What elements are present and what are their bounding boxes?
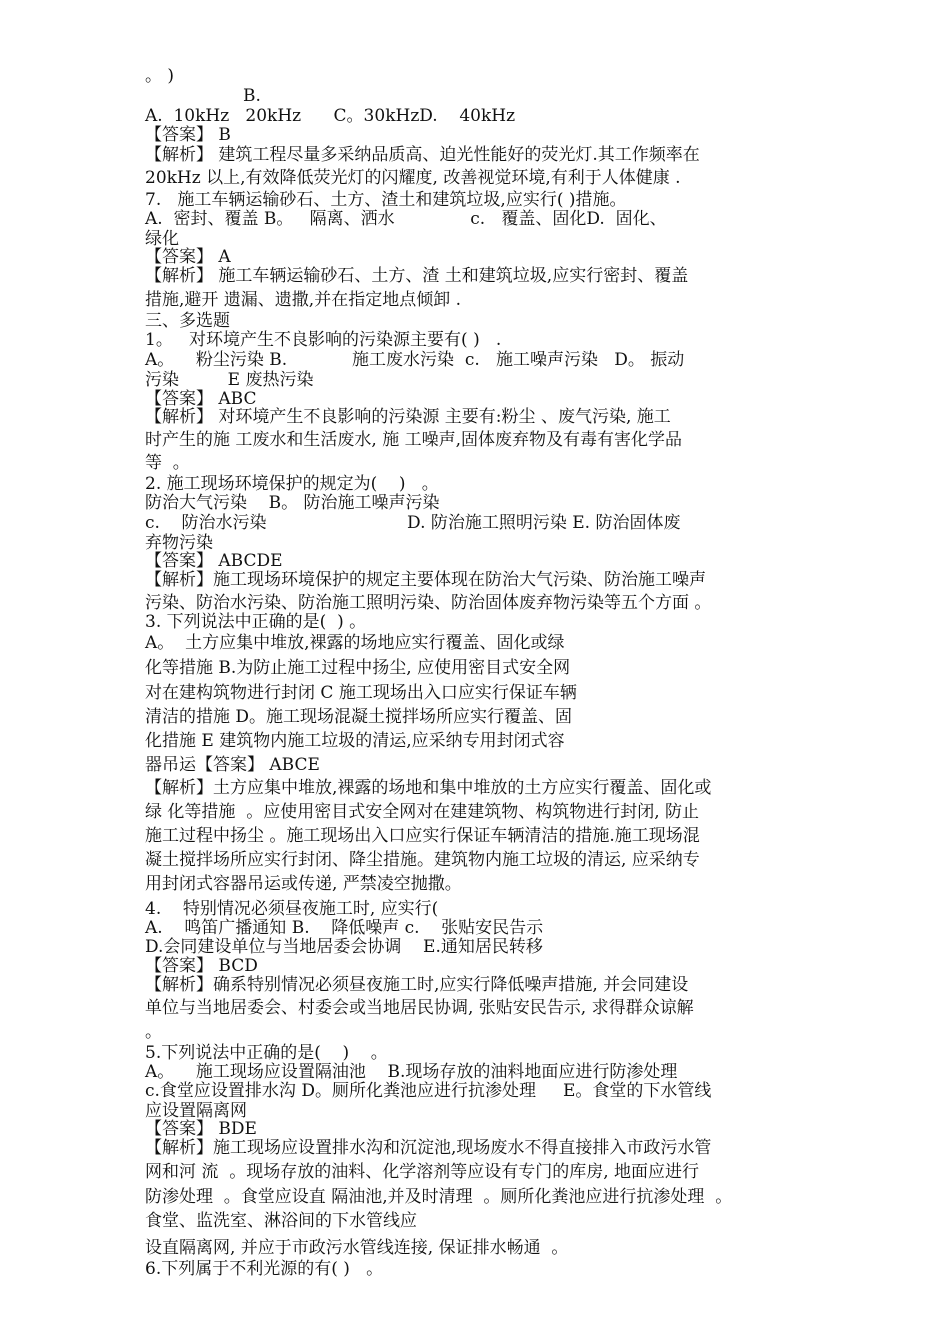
text-line: 【解析】确系特别情况必须昼夜施工时,应实行降低噪声措施, 并会同建设 [145,975,689,995]
text-line: 【答案】 ABC [145,389,257,409]
text-line: 【解析】 对环境产生不良影响的污染源 主要有:粉尘 、废气污染, 施工 [145,407,671,427]
text-line: A。 施工现场应设置隔油池 B.现场存放的油料地面应进行防渗处理 [145,1062,678,1082]
text-line: c.食堂应设置排水沟 D。厕所化粪池应进行抗渗处理 E。食堂的下水管线 [145,1081,712,1101]
text-line: A. 10kHz 20kHz C。30kHzD. 40kHz [145,106,516,126]
text-line: A. 鸣笛广播通知 B. 降低噪声 c. 张贴安民告示 [145,918,544,938]
text-line: 20kHz 以上,有效降低荧光灯的闪耀度, 改善视觉环境,有利于人体健康 . [145,168,681,188]
text-line: 清洁的措施 D。施工现场混凝土搅拌场所应实行覆盖、固 [145,707,573,727]
text-line: 7. 施工车辆运输砂石、土方、渣土和建筑垃圾,应实行( )措施。 [145,190,627,210]
text-line: 【答案】 B [145,125,231,145]
text-line: 化措施 E 建筑物内施工垃圾的清运,应采纳专用封闭式容 [145,731,565,751]
text-line: 3. 下列说法中正确的是( ) 。 [145,612,367,632]
text-line: B. [243,86,261,106]
text-line: 。 [145,1022,162,1042]
text-line: 【解析】 施工车辆运输砂石、土方、渣 土和建筑垃圾,应实行密封、覆盖 [145,266,689,286]
text-line: A. 密封、覆盖 B。 隔离、洒水 c. 覆盖、固化D. 固化、 [145,209,667,229]
text-line: 5.下列说法中正确的是( ) 。 [145,1043,388,1063]
text-line: 设直隔离网, 并应于市政污水管线连接, 保证排水畅通 。 [145,1238,569,1258]
text-line: 施工过程中扬尘 。施工现场出入口应实行保证车辆清洁的措施.施工现场混 [145,826,700,846]
text-line: 等 。 [145,453,190,473]
text-line: 单位与当地居委会、村委会或当地居民协调, 张贴安民告示, 求得群众谅解 [145,998,694,1018]
text-line: 食堂、监洗室、淋浴间的下水管线应 [145,1211,417,1231]
text-line: 用封闭式容器吊运或传递, 严禁凌空抛撒。 [145,874,462,894]
text-line: 【答案】 A [145,247,231,267]
text-line: 凝土搅拌场所应实行封闭、降尘措施。建筑物内施工垃圾的清运, 应采纳专 [145,850,700,870]
text-line: 1。 对环境产生不良影响的污染源主要有( ) . [145,330,502,350]
text-line: 【答案】 BDE [145,1119,257,1139]
text-line: 三、多选题 [145,311,230,331]
text-line: c. 防治水污染 D. 防治施工照明污染 E. 防治固体废 [145,513,681,533]
text-line: 。 ) [145,66,175,86]
text-line: 【解析】施工现场环境保护的规定主要体现在防治大气污染、防治施工噪声 [145,570,706,590]
text-line: 【解析】土方应集中堆放,裸露的场地和集中堆放的土方应实行覆盖、固化或 [145,778,712,798]
text-line: 网和河 流 。现场存放的油料、化学溶剂等应设有专门的库房, 地面应进行 [145,1162,700,1182]
text-line: 【解析】 建筑工程尽量多采纳品质高、迫光性能好的荧光灯.其工作频率在 [145,145,700,165]
text-line: 绿化 [145,229,179,249]
text-line: 2. 施工现场环境保护的规定为( ) 。 [145,474,439,494]
text-line: 污染 E 废热污染 [145,370,314,390]
text-line: 【答案】 ABCDE [145,551,283,571]
text-line: 防渗处理 。食堂应设直 隔油池,并及时清理 。厕所化粪池应进行抗渗处理 。 [145,1187,733,1207]
text-line: A。 土方应集中堆放,裸露的场地应实行覆盖、固化或绿 [145,633,565,653]
text-line: 6.下列属于不利光源的有( ) 。 [145,1259,384,1279]
text-line: 时产生的施 工废水和生活废水, 施 工噪声,固体废弃物及有毒有害化学品 [145,430,683,450]
text-line: 对在建构筑物进行封闭 C 施工现场出入口应实行保证车辆 [145,683,577,703]
text-line: 4. 特别情况必须昼夜施工时, 应实行( [145,899,439,919]
text-line: 措施,避开 遗漏、遗撒,并在指定地点倾卸 . [145,290,462,310]
text-line: 应设置隔离网 [145,1101,247,1121]
text-line: 绿 化等措施 。应使用密目式安全网对在建建筑物、构筑物进行封闭, 防止 [145,802,700,822]
text-line: 器吊运【答案】 ABCE [145,755,320,775]
text-line: 【答案】 BCD [145,956,258,976]
text-line: 化等措施 B.为防止施工过程中扬尘, 应使用密目式安全网 [145,658,571,678]
text-line: D.会同建设单位与当地居委会协调 E.通知居民转移 [145,937,543,957]
text-line: 污染、防治水污染、防治施工照明污染、防治固体废弃物污染等五个方面 。 [145,593,712,613]
text-line: A。 粉尘污染 B. 施工废水污染 c. 施工噪声污染 D。 振动 [145,350,685,370]
text-line: 弃物污染 [145,533,213,553]
text-line: 防治大气污染 B。 防治施工噪声污染 [145,493,440,513]
text-line: 【解析】施工现场应设置排水沟和沉淀池,现场废水不得直接排入市政污水管 [145,1138,712,1158]
